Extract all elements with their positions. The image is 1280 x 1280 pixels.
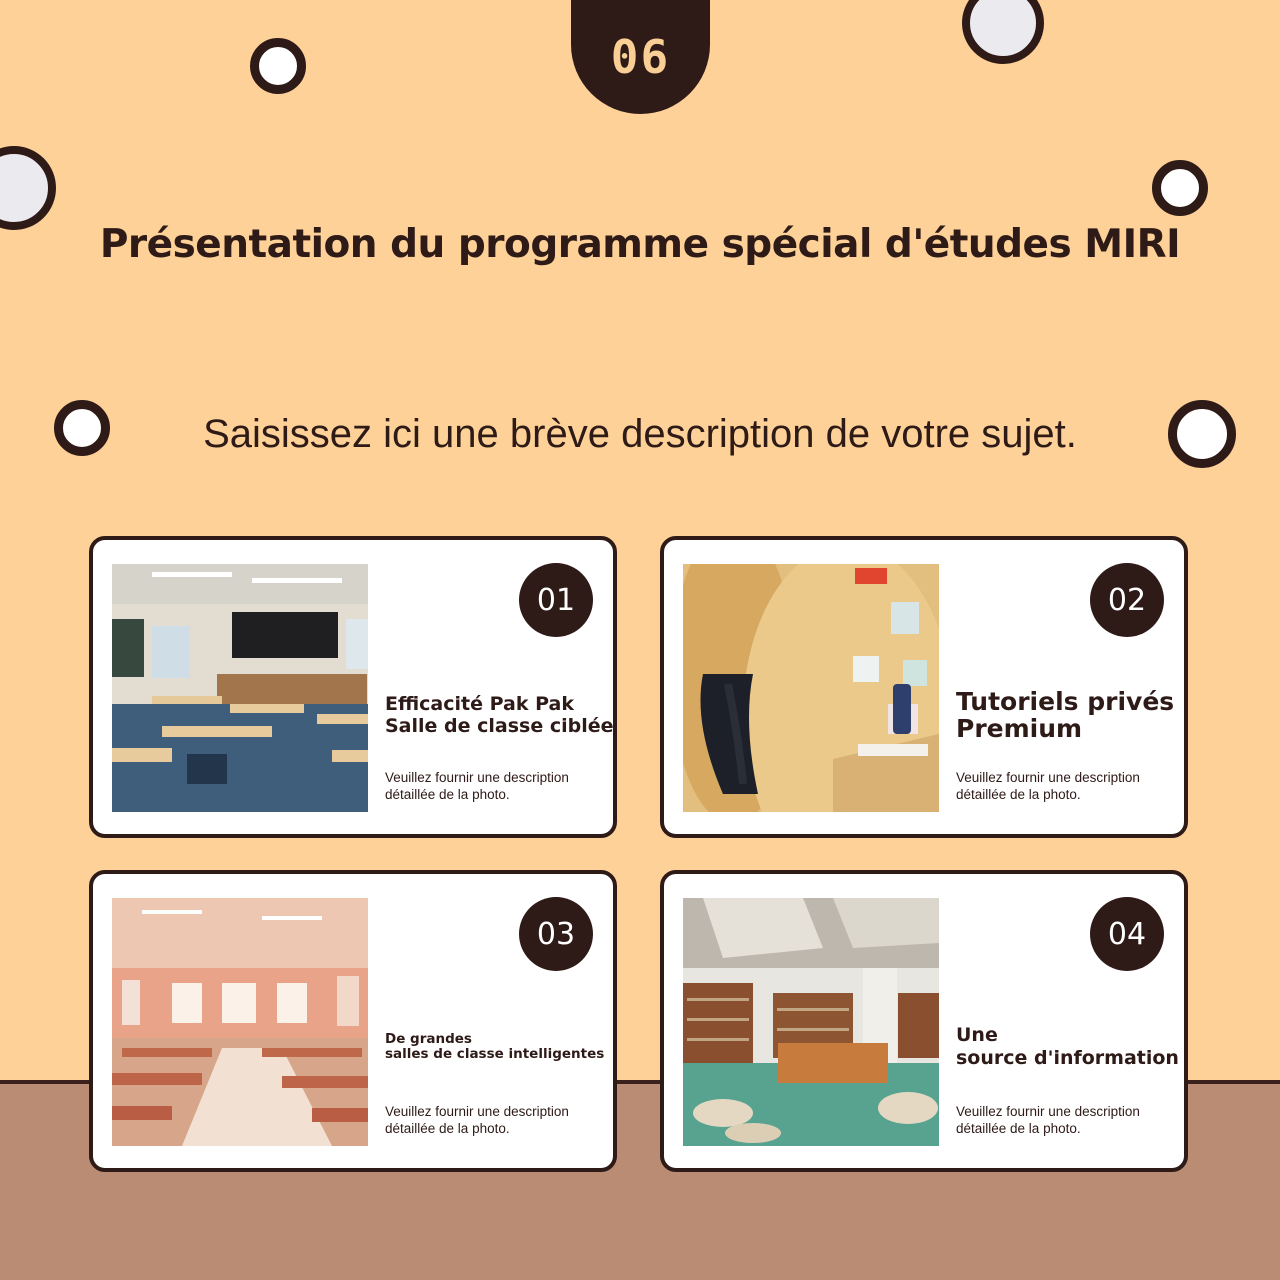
card-description-line: Veuillez fournir une description [385,1104,569,1119]
card-heading-line: De grandes [385,1031,472,1047]
slide-number: 06 [610,30,671,84]
page-title: Présentation du programme spécial d'études MIRI [99,222,1181,267]
number-badge: 04 [1090,897,1164,971]
card-heading [385,693,614,738]
number-badge: 02 [1090,563,1164,637]
card-description [956,1103,1176,1137]
card-heading-line: Salle de classe ciblée [385,714,614,737]
card-heading [385,1032,610,1062]
card-description-line: détaillée de la photo. [956,787,1081,802]
feature-card-2 [660,536,1188,838]
card-heading-line: Tutoriels privés [956,687,1175,716]
ring-decoration-3 [0,146,56,230]
card-description-line: détaillée de la photo. [385,787,510,802]
card-heading-line: salles de classe intelligentes [385,1046,605,1063]
study-booth-photo [683,564,939,812]
ring-decoration-1 [250,38,306,94]
number-badge: 01 [519,563,593,637]
number-badge: 03 [519,897,593,971]
card-description-line: détaillée de la photo. [956,1121,1081,1136]
card-description [385,769,605,803]
ring-decoration-2 [962,0,1044,64]
card-heading-line: source d'information [956,1046,1179,1069]
card-heading [956,1024,1181,1070]
card-heading-line: Efficacité Pak Pak [385,693,574,715]
feature-card-4 [660,870,1188,1172]
classroom-photo [112,564,368,812]
ring-decoration-4 [1152,160,1208,216]
card-description-line: Veuillez fournir une description [956,1104,1140,1119]
page-subtitle: Saisissez ici une brève description de votre sujet. [203,412,1077,456]
card-heading-line: Une [956,1024,998,1046]
card-description [956,769,1176,803]
card-heading-line: Premium [956,714,1083,743]
feature-card-1 [89,536,617,838]
library-photo [683,898,939,1146]
feature-card-3 [89,870,617,1172]
card-description-line: détaillée de la photo. [385,1121,510,1136]
card-heading [956,688,1181,742]
slide-number-tab [571,0,710,114]
card-description [385,1103,605,1137]
card-description-line: Veuillez fournir une description [385,770,569,785]
card-description-line: Veuillez fournir une description [956,770,1140,785]
smart-classroom-photo [112,898,368,1146]
